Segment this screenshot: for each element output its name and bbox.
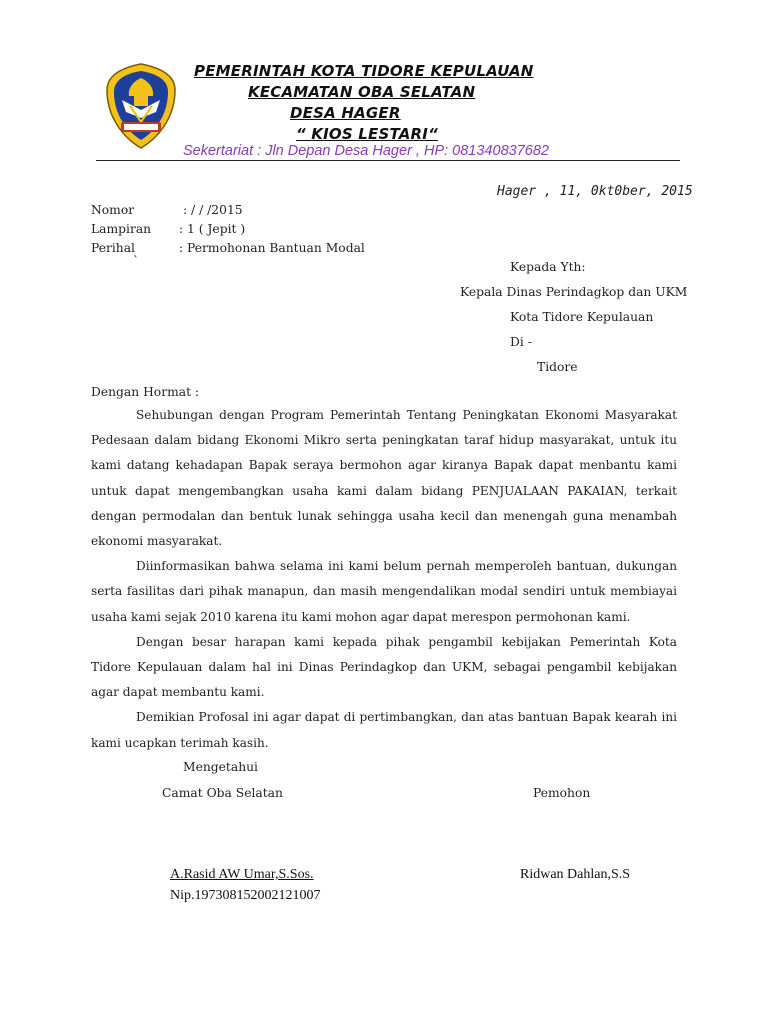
mengetahui-label: Mengetahui: [183, 760, 258, 774]
recipient-line-1: Kepala Dinas Perindagkop dan UKM: [460, 285, 688, 299]
letterhead-line-4: “ KIOS LESTARI“: [296, 125, 438, 143]
lampiran-value: : 1 ( Jepit ): [179, 222, 246, 236]
body-paragraph-2: Diinformasikan bahwa selama ini kami belum pernah memperoleh bantuan, dukungan serta fasilitas dari pihak manapun, dan masih mengendalikan modal sendiri untuk membiayai usaha kami sejak 2010 karena itu kami mohon agar dapat merespon permohonan kami.: [91, 559, 677, 624]
nomor-label: Nomor: [91, 203, 135, 217]
salutation: Dengan Hormat :: [91, 385, 200, 399]
recipient-line-3: Di -: [510, 335, 532, 349]
letterhead-line-1: PEMERINTAH KOTA TIDORE KEPULAUAN: [194, 62, 534, 80]
letter-date: Hager , 11, 0kt0ber, 2015: [497, 184, 693, 199]
coat-of-arms-logo: [104, 62, 178, 150]
recipient-line-2: Kota Tidore Kepulauan: [510, 310, 654, 324]
perihal-label: Perihal: [91, 241, 135, 255]
camat-name: A.Rasid AW Umar,S.Sos.: [170, 867, 314, 882]
body-paragraph-3: Dengan besar harapan kami kepada pihak pengambil kebijakan Pemerintah Kota Tidore Kepulauan dalam hal ini Dinas Perindagkop dan UKM, sebagai pengambil kebijakan agar dapat membantu kami.: [91, 634, 677, 700]
perihal-value: : Permohonan Bantuan Modal: [179, 241, 365, 255]
camat-title: Camat Oba Selatan: [162, 786, 283, 800]
pemohon-name: Ridwan Dahlan,S.S: [520, 867, 631, 882]
camat-nip: Nip.197308152002121007: [170, 888, 321, 903]
letterhead-divider: [96, 160, 680, 161]
letter-body: [91, 403, 677, 756]
secretariat-address: Sekertariat : Jln Depan Desa Hager , HP: 081340837682: [183, 143, 549, 159]
body-paragraph-1: Sehubungan dengan Program Pemerintah Tentang Peningkatan Ekonomi Masyarakat Pedesaan dalam bidang Ekonomi Mikro serta peningkatan taraf hidup masyarakat, untuk itu kami datang kehadapan Bapak seraya bermohon agar kiranya Bapak dapat menbantu kami untuk dapat mengembangkan usaha kami dalam bidang PENJUALAAN PAKAIAN, terkait dengan permodalan dan bentuk lunak sehingga usaha kecil dan menengah guna menambah ekonomi masyarakat.: [91, 408, 677, 549]
pemohon-title: Pemohon: [533, 786, 591, 800]
letterhead-line-2: KECAMATAN OBA SELATAN: [248, 83, 476, 101]
recipient-greeting: Kepada Yth:: [510, 260, 586, 274]
nomor-value: : / / /2015: [183, 203, 243, 217]
stray-mark: `: [133, 254, 140, 268]
body-paragraph-4: Demikian Profosal ini agar dapat di pertimbangkan, dan atas bantuan Bapak kearah ini kami ucapkan terimah kasih.: [91, 710, 677, 750]
lampiran-label: Lampiran: [91, 222, 152, 236]
letterhead-line-3: DESA HAGER: [290, 104, 401, 122]
recipient-line-4: Tidore: [537, 360, 578, 374]
